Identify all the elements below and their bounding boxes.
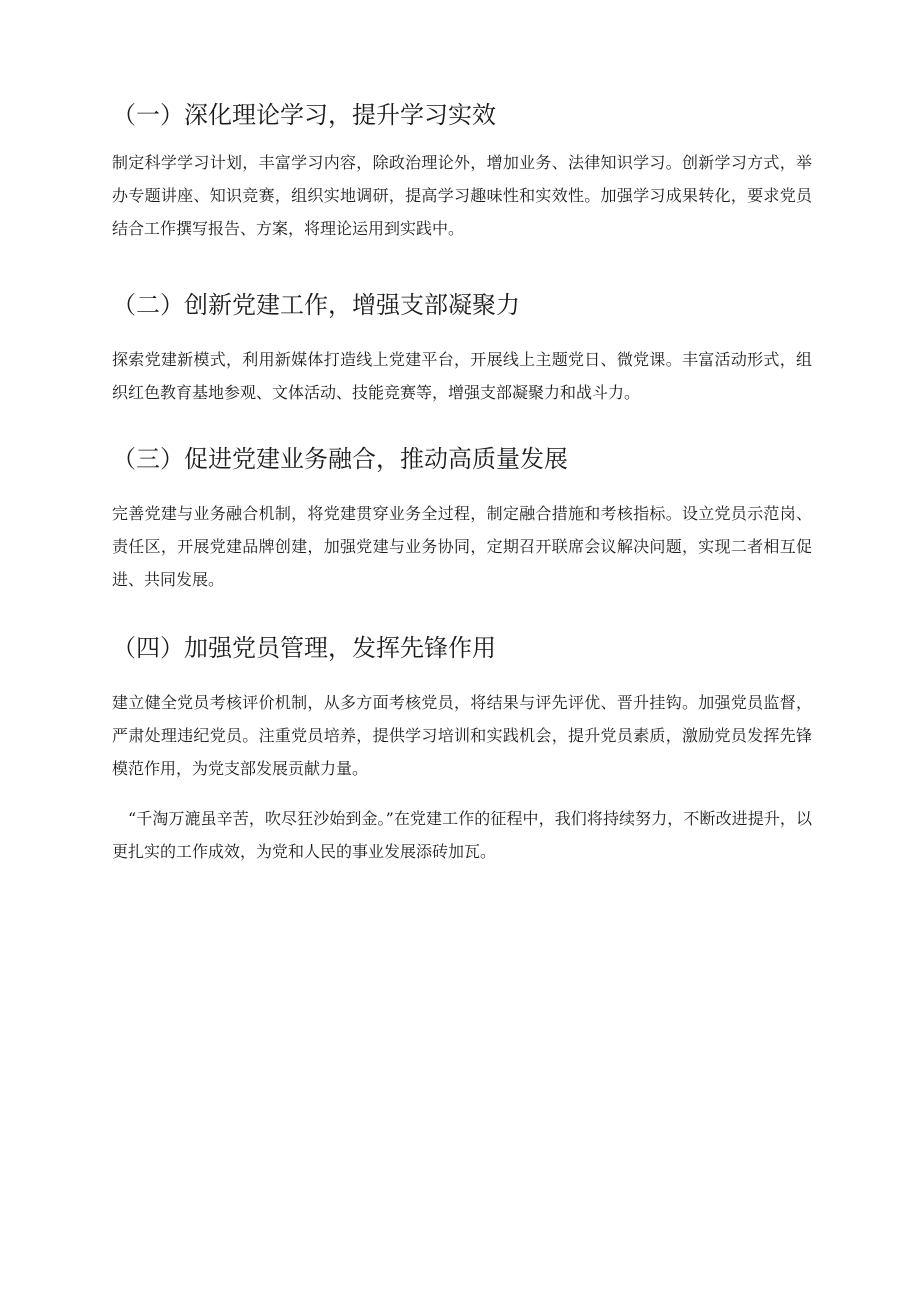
section-3-paragraph: 完善党建与业务融合机制，将党建贯穿业务全过程，制定融合措施和考核指标。设立党员示范岗、责任区，开展党建品牌创建，加强党建与业务协同，定期召开联席会议解决问题，实现二者相互促进、共同发展。 bbox=[112, 504, 812, 589]
section-4-heading: （四）加强党员管理，发挥先锋作用 bbox=[112, 634, 496, 662]
section-4-paragraph: 建立健全党员考核评价机制，从多方面考核党员，将结果与评先评优、晋升挂钩。加强党员监督，严肃处理违纪党员。注重党员培养，提供学习培训和实践机会，提升党员素质，激励党员发挥先锋模范作用，为党支部发展贡献力量。 bbox=[112, 693, 812, 778]
section-1-heading: （一）深化理论学习，提升学习实效 bbox=[112, 101, 496, 129]
closing-paragraph: “千淘万漉虽辛苦，吹尽狂沙始到金。”在党建工作的征程中，我们将持续努力，不断改进提升，以更扎实的工作成效，为党和人民的事业发展添砖加瓦。 bbox=[112, 809, 812, 861]
section-2-heading: （二）创新党建工作，增强支部凝聚力 bbox=[112, 291, 520, 319]
section-2-paragraph: 探索党建新模式，利用新媒体打造线上党建平台，开展线上主题党日、微党课。丰富活动形式，组织红色教育基地参观、文体活动、技能竞赛等，增强支部凝聚力和战斗力。 bbox=[112, 350, 812, 402]
section-1-paragraph: 制定科学学习计划，丰富学习内容，除政治理论外，增加业务、法律知识学习。创新学习方式，举办专题讲座、知识竞赛，组织实地调研，提高学习趣味性和实效性。加强学习成果转化，要求党员结合工作撰写报告、方案，将理论运用到实践中。 bbox=[112, 153, 812, 238]
section-3-heading: （三）促进党建业务融合，推动高质量发展 bbox=[112, 445, 568, 473]
